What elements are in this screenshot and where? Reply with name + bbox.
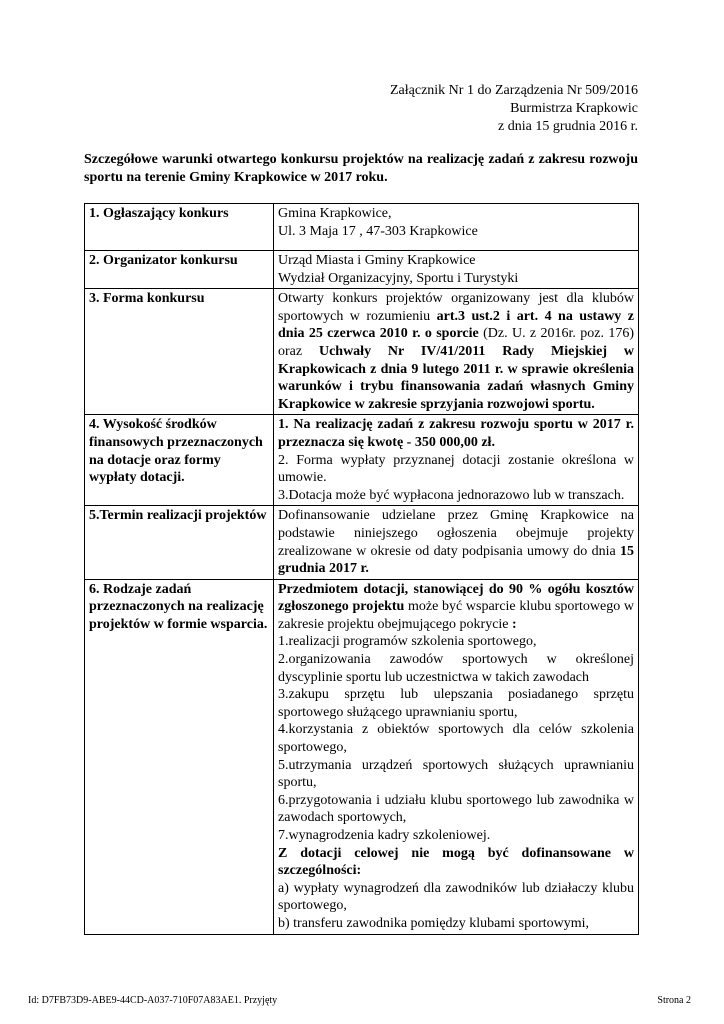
list-item: 7.wynagrodzenia kadry szkoleniowej. (278, 828, 491, 843)
table-row (85, 506, 639, 579)
list-item: a) wypłaty wynagrodzeń dla zawodników lub działaczy klubu sportowego, (278, 880, 634, 914)
list-item: 3.zakupu sprzętu lub ulepszania posiadanego sprzętu sportowego służącego uprawnianiu sportu, (278, 687, 634, 720)
row-content: 1. Na realizację zadań z zakresu rozwoju sportu w 2017 r. przeznacza się kwotę - 350 000,00 zł. 2. Forma wypłaty przyznanej dotacji zostanie określona w umowie. 3.Dotacja może być wypłacona jednorazowo lub w transzach. (274, 415, 639, 506)
row-content: Dofinansowanie udzielane przez Gminę Krapkowice na podstawie niniejszego ogłoszenia obejmuje projekty zrealizowane w okresie od daty podpisania umowy do dnia 15 grudnia 2017 r. (274, 506, 639, 579)
list-item: 1.realizacji programów szkolenia sportowego, (278, 634, 537, 650)
header-line-2: Burmistrza Krapkowic (510, 101, 638, 116)
row-content: Przedmiotem dotacji, stanowiącej do 90 % ogółu kosztów zgłoszonego projektu może być wsparcie klubu sportowego w zakresie projektu obejmującego pokrycie : 1.realizacji programów szkolenia sportowego, 2.organizowania zawodów sportowych w określonej dyscyplinie sportu lub uczestnictwa w takich zawodach 3.zakupu sprzętu lub ulepszania posiadanego sprzętu sportowego służącego uprawnianiu sportu, 4.korzystania z obiektów sportowych dla celów szkolenia sportowego, 5.utrzymania urządzeń sportowych służących uprawnianiu sportu, 6.przygotowania i udziału klubu sportowego lub zawodnika w zawodach sportowych, 7.wynagrodzenia kadry szkoleniowej. Z dotacji celowej nie mogą być dofinansowane w szczególności: a) wypłaty wynagrodzeń dla zawodników lub działaczy klubu sportowego, b) transferu zawodnika pomiędzy klubami sportowymi, (274, 579, 639, 934)
row-label: 5.Termin realizacji projektów (85, 506, 274, 579)
table-row (85, 289, 639, 415)
row-label: 6. Rodzaje zadań przeznaczonych na realizację projektów w formie wsparcia. (85, 579, 274, 934)
table-row (85, 579, 639, 934)
row-label: 1. Ogłaszający konkurs (85, 204, 274, 251)
list-item: 5.utrzymania urządzeń sportowych służących uprawnianiu sportu, (278, 757, 634, 791)
page-number: Strona 2 (657, 995, 691, 1006)
header-line-3: z dnia 15 grudnia 2016 r. (498, 119, 638, 134)
table-row (85, 251, 639, 289)
row-label: 3. Forma konkursu (85, 289, 274, 415)
row-content: Gmina Krapkowice, Ul. 3 Maja 17 , 47-303 Krapkowice (274, 204, 639, 251)
table-row (85, 415, 639, 506)
document-header (390, 82, 638, 136)
row-content: Otwarty konkurs projektów organizowany jest dla klubów sportowych w rozumieniu art.3 ust.2 i art. 4 na ustawy z dnia 25 czerwca 2010 r. o sporcie (Dz. U. z 2016r. poz. 176) oraz Uchwały Nr IV/41/2011 Rady Miejskiej w Krapkowicach z dnia 9 lutego 2011 r. w sprawie określenia warunków i trybu finansowania zadań własnych Gminy Krapkowice w zakresie sprzyjania rozwojowi sportu. (274, 289, 639, 415)
row-label: 4. Wysokość środków finansowych przeznaczonych na dotacje oraz formy wypłaty dotacji. (85, 415, 274, 506)
document-title: Szczegółowe warunki otwartego konkursu projektów na realizację zadań z zakresu rozwoju sportu na terenie Gminy Krapkowice w 2017 roku. (84, 152, 638, 185)
row-label: 2. Organizator konkursu (85, 251, 274, 289)
list-item: 4.korzystania z obiektów sportowych dla celów szkolenia sportowego, (278, 722, 634, 756)
table-row (85, 204, 639, 251)
list-item: b) transferu zawodnika pomiędzy klubami sportowymi, (278, 915, 590, 931)
header-line-1: Załącznik Nr 1 do Zarządzenia Nr 509/2016 (389, 83, 638, 98)
list-item: 6.przygotowania i udziału klubu sportowego lub zawodnika w zawodach sportowych, (278, 792, 634, 826)
document-id: Id: D7FB73D9-ABE9-44CD-A037-710F07A83AE1. Przyjęty (28, 995, 278, 1006)
conditions-table (84, 203, 639, 935)
row-content: Urząd Miasta i Gminy Krapkowice Wydział Organizacyjny, Sportu i Turystyki (274, 251, 639, 289)
list-item: 2.organizowania zawodów sportowych w określonej dyscyplinie sportu lub uczestnictwa w takich zawodach (278, 652, 634, 685)
